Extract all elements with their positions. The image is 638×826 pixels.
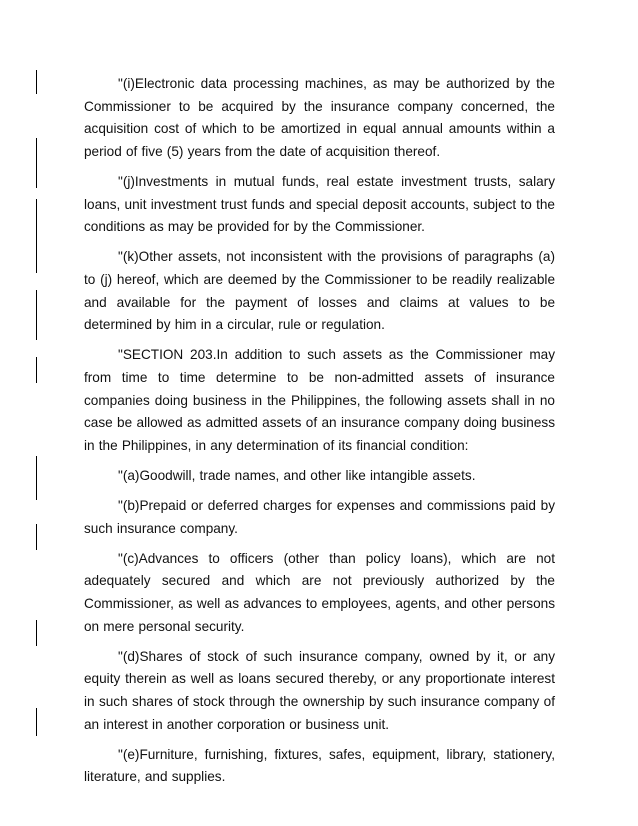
revision-bar (36, 620, 37, 646)
revision-bar (36, 357, 37, 383)
paragraph-c: "(c)Advances to officers (other than policy loans), which are not adequately secured and which are not previously authorized by the Commissioner, as well as advances to employees, agents, and other persons on mere personal security. (84, 550, 555, 634)
paragraph-d: "(d)Shares of stock of such insurance company, owned by it, or any equity therein as well as loans secured thereby, or any proportionate interest in such shares of stock through the ownership by such insurance company of an interest in another corporation or business unit. (84, 648, 555, 732)
paragraph-a: "(a)Goodwill, trade names, and other like intangible assets. (118, 467, 476, 483)
paragraph-j: "(j)Investments in mutual funds, real estate investment trusts, salary loans, unit investment trust funds and special deposit accounts, subject to the conditions as may be provided for by the Commissioner. (84, 173, 555, 235)
revision-bar (36, 708, 37, 736)
revision-bar (36, 290, 37, 340)
revision-bar (36, 70, 37, 94)
paragraph-k: "(k)Other assets, not inconsistent with the provisions of paragraphs (a) to (j) hereof, which are deemed by the Commissioner to be readily realizable and available for the payment of losses and claims at values to be determined by him in a circular, rule or regulation. (84, 249, 555, 333)
body-text (84, 73, 555, 797)
paragraph-e: "(e)Furniture, furnishing, fixtures, safes, equipment, library, stationery, literature, and supplies. (84, 746, 555, 785)
revision-bar (36, 138, 37, 188)
revision-bar (36, 199, 37, 273)
paragraph-b: "(b)Prepaid or deferred charges for expenses and commissions paid by such insurance company. (84, 498, 555, 536)
revision-bar (36, 456, 37, 500)
revision-bar (36, 524, 37, 550)
paragraph-i: "(i)Electronic data processing machines, as may be authorized by the Commissioner to be acquired by the insurance company concerned, the acquisition cost of which to be amortized in equal annual amounts within a period of five (5) years from the date of acquisition thereof. (84, 76, 555, 159)
section-203-paragraph: "SECTION 203.In addition to such assets as the Commissioner may from time to time determine to be non-admitted assets of insurance companies doing business in the Philippines, the following assets shall in no case be allowed as admitted assets of an insurance company doing business in the Philippines, in any determination of its financial condition: (84, 347, 555, 453)
